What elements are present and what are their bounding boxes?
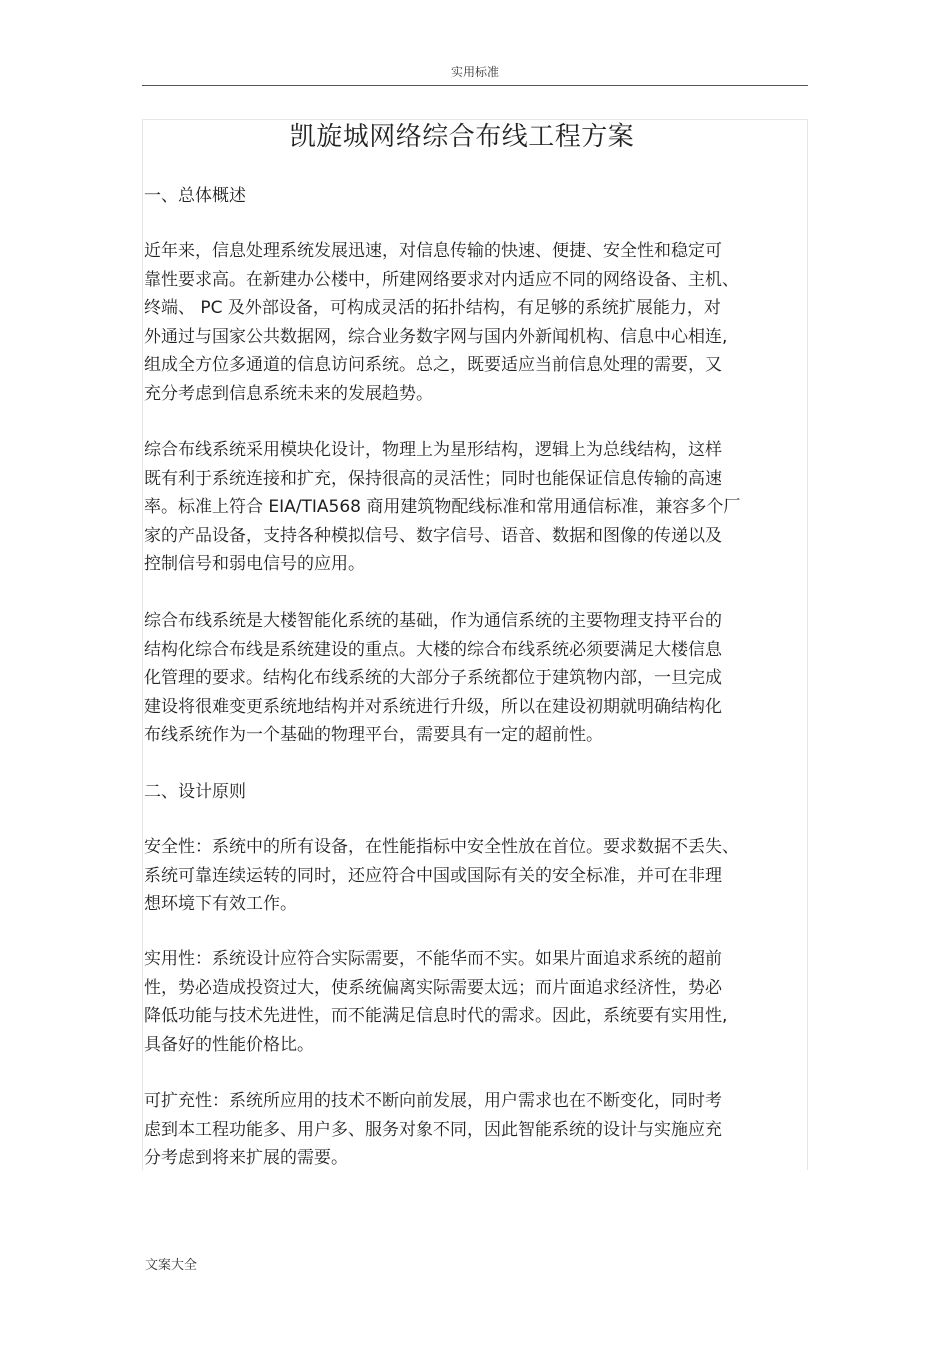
section-heading-overview: 一、总体概述	[144, 186, 246, 206]
header-divider	[142, 85, 808, 86]
paragraph-security	[144, 833, 784, 919]
page-header: 实用标准	[450, 65, 499, 79]
text-line: 外通过与国家公共数据网，综合业务数字网与国内外新闻机构、信息中心相连,	[144, 326, 728, 347]
text-line: 实用性：系统设计应符合实际需要，不能华而不实。如果片面追求系统的超前	[144, 949, 722, 969]
text-line: 想环境下有效工作。	[144, 894, 297, 915]
text-line: 建设将很难变更系统地结构并对系统进行升级，所以在建设初期就明确结构化	[144, 696, 722, 717]
document-title: 凯旋城网络综合布线工程方案	[289, 122, 635, 152]
text-line: 降低功能与技术先进性，而不能满足信息时代的需求。因此，系统要有实用性,	[144, 1006, 728, 1027]
text-line: 化管理的要求。结构化布线系统的大部分子系统都位于建筑物内部，一旦完成	[144, 668, 722, 689]
text-line: 安全性：系统中的所有设备，在性能指标中安全性放在首位。要求数据不丢失、	[144, 837, 739, 857]
paragraph-scalability	[144, 1087, 784, 1173]
text-line: 性，势必造成投资过大，使系统偏离实际需要太远；而片面追求经济性，势必	[144, 977, 722, 998]
paragraph-overview-3	[144, 607, 784, 750]
text-line: 近年来，信息处理系统发展迅速，对信息传输的快速、便捷、安全性和稳定可	[144, 241, 722, 261]
paragraph-practicality	[144, 945, 784, 1059]
text-line: 可扩充性：系统所应用的技术不断向前发展，用户需求也在不断变化，同时考	[144, 1091, 722, 1111]
text-line: 布线系统作为一个基础的物理平台，需要具有一定的超前性。	[144, 725, 603, 746]
text-line: 综合布线系统是大楼智能化系统的基础，作为通信系统的主要物理支持平台的	[144, 611, 722, 631]
text-line: 控制信号和弱电信号的应用。	[144, 554, 365, 575]
paragraph-overview-1	[144, 237, 784, 409]
section-heading-principles: 二、设计原则	[144, 782, 246, 802]
text-line: 率。标准上符合 EIA/TIA568 商用建筑物配线标准和常用通信标准，兼容多个厂	[144, 497, 741, 518]
text-line: 结构化综合布线是系统建设的重点。大楼的综合布线系统必须要满足大楼信息	[144, 639, 722, 660]
text-line: 分考虑到将来扩展的需要。	[144, 1148, 348, 1169]
text-line: 靠性要求高。在新建办公楼中，所建网络要求对内适应不同的网络设备、主机、	[144, 269, 739, 290]
page-footer: 文案大全	[145, 1258, 198, 1273]
text-line: 充分考虑到信息系统未来的发展趋势。	[144, 383, 433, 404]
text-line: 综合布线系统采用模块化设计，物理上为星形结构，逻辑上为总线结构，这样	[144, 440, 722, 460]
text-line: 家的产品设备，支持各种模拟信号、数字信号、语音、数据和图像的传递以及	[144, 525, 722, 546]
text-line: 既有利于系统连接和扩充，保持很高的灵活性；同时也能保证信息传输的高速	[144, 468, 722, 489]
text-line: 系统可靠连续运转的同时，还应符合中国或国际有关的安全标准，并可在非理	[144, 865, 722, 886]
text-line: 具备好的性能价格比。	[144, 1034, 314, 1055]
text-line: 终端、 PC 及外部设备，可构成灵活的拓扑结构，有足够的系统扩展能力，对	[144, 298, 721, 319]
paragraph-overview-2	[144, 436, 784, 579]
text-line: 虑到本工程功能多、用户多、服务对象不同，因此智能系统的设计与实施应充	[144, 1119, 722, 1140]
text-line: 组成全方位多通道的信息访问系统。总之，既要适应当前信息处理的需要，又	[144, 355, 722, 376]
